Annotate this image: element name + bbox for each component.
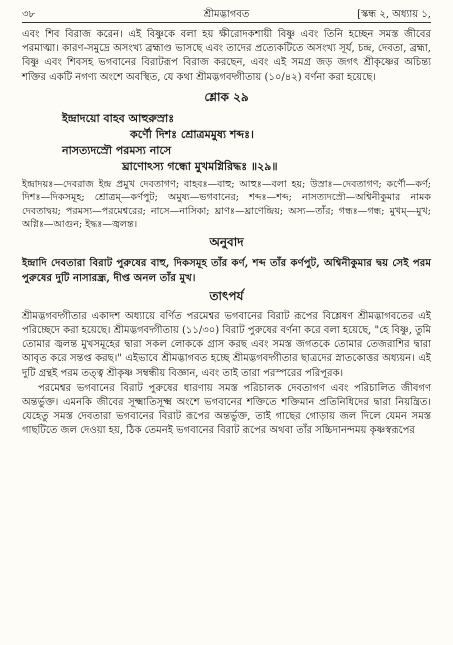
sloka-heading: শ্লোক ২৯ [204,89,249,104]
purport-paragraph: পরমেশ্বর ভগবানের বিরাট পুরুষের ধারণায় সমস্ত পরিচালক দেবতাগণ এবং পরিচালিত জীবগণ অন্তর্ভুক্ত। এমনকি জীবের সূক্ষ্মাতিসূক্ষ্ম অংশে ভগবানের শক্তিতে শক্তিমান প্রতিনিধিদের দ্বারা নিয়ন্ত্রিত। যেহেতু সমস্ত দেবতারা ভগবানের বিরাট রূপের অন্তর্ভুক্ত, তাই গাছের গোড়ায় জল দিলে যেমন সমস্ত গাছটিতে জল দেওয়া হয়, ঠিক তেমনই ভগবানের বিরাট রূপের অথবা তাঁর সচ্চিদানন্দময় কৃষ্ণস্বরূপের [22,382,431,437]
verse-line: কর্ণৌ দিশঃ শ্রোত্রমমুষ্য শব্দঃ। [130,127,254,141]
verse-line: ইন্দ্রাদয়ো বাহব আহুরুস্রাঃ [62,111,175,125]
translation-paragraph: ইন্দ্রাদি দেবতারা বিরাট পুরুষের বাহু, দিকসমূহ তাঁর কর্ণ, শব্দ তাঁর কর্ণপুট, অশ্বিনীকুমার দ্বয় সেই পরম পুরুষের দুটি নাসারন্ধ্র, দীপ্ত অনল তাঁর মুখ। [22,257,431,284]
translation-heading: অনুবাদ [209,235,244,250]
verse-line: নাসত্যদস্রৌ পরমস্য নাসে [62,143,172,157]
purport-paragraph: শ্রীমদ্ভগবদ্গীতার একাদশ অধ্যায়ে বর্ণিত পরমেশ্বর ভগবানের বিরাট রূপের বিশ্লেষণ শ্রীমদ্ভাগবতের এই পরিচ্ছেদে করা হয়েছে। শ্রীমদ্ভগবদ্গীতায় (১১/৩০) বিরাট পুরুষের বর্ণনা করে বলা হয়েছে, "হে বিষ্ণু, তুমি তোমার জ্বলন্ত মুখসমূহের দ্বারা সকল লোককে গ্রাস করছ এবং সমস্ত জগতকে তোমার তেজরাশির দ্বারা আবৃত করে সন্তপ্ত করছ।" এইভাবে শ্রীমদ্ভাগবত হচ্ছে শ্রীমদ্ভগবদ্গীতার ছাত্রদের স্নাতকোত্তর অধ্যয়ন। এই দুটি গ্রন্থই পরম তত্ত্ব শ্রীকৃষ্ণ সম্বন্ধীয় বিজ্ঞান, এবং তাই তারা পরস্পরের পরিপূরক। [22,310,431,379]
synonyms-paragraph: ইন্দ্রাদয়ঃ—দেবরাজ ইন্দ্র প্রমুখ দেবতাগণ; বাহবঃ—বাহু; আহুঃ—বলা হয়; উস্রাঃ—দেবতাগণ; কর্ণৌ—কর্ণ; দিশঃ—দিকসমূহ; শ্রোত্রম্‌—কর্ণপুট; অমুষ্য—ভগবানের; শব্দঃ—শব্দ; নাসত্যদস্রৌ—অশ্বিনীকুমার নামক দেবতাদ্বয়; পরমস্য—পরমেশ্বরের; নাসে—নাসিকা; ঘ্রাণঃ—ঘ্রাণেন্দ্রিয়; অস্য—তাঁর; গন্ধঃ—গন্ধ; মুখম্‌—মুখ; অগ্নিঃ—আগুন; ইদ্ধঃ—জ্বলন্ত। [22,178,431,231]
book-title: শ্রীমদ্ভাগবত [203,9,250,20]
purport-heading: তাৎপর্য [209,288,244,303]
chapter-location: [স্কন্ধ ২, অধ্যায় ১, [357,9,431,20]
page-number: ৩৮ [22,9,35,20]
intro-paragraph: এবং শিব বিরাজ করেন। এই বিষ্ণুকে বলা হয় ক্ষীরোদকশায়ী বিষ্ণু এবং তিনি হচ্ছেন সমস্ত জীবের পরমাত্মা। কারণ-সমুদ্রে অসংখ্য ব্রহ্মাণ্ড ভাসছে এবং তাদের প্রত্যেকটিতে অসংখ্য সূর্য, চন্দ্র, দেবতা, ব্রহ্মা, বিষ্ণু এবং শিবসহ ভগবানের বিরাটরূপ বিরাজ করছেন, এবং এই সমগ্র জড় জগৎ শ্রীকৃষ্ণের অচিন্ত্য শক্তির একটি নগণ্য অংশে অবস্থিত, যে কথা শ্রীমদ্ভগবদ্গীতায় (১০/৪২) বর্ণনা করা হয়েছে। [22,29,431,83]
verse-line: ঘ্রাণোঽস্য গন্ধো মুখমগ্নিরিদ্ধঃ ॥২৯॥ [122,159,278,173]
page-header [22,6,431,23]
